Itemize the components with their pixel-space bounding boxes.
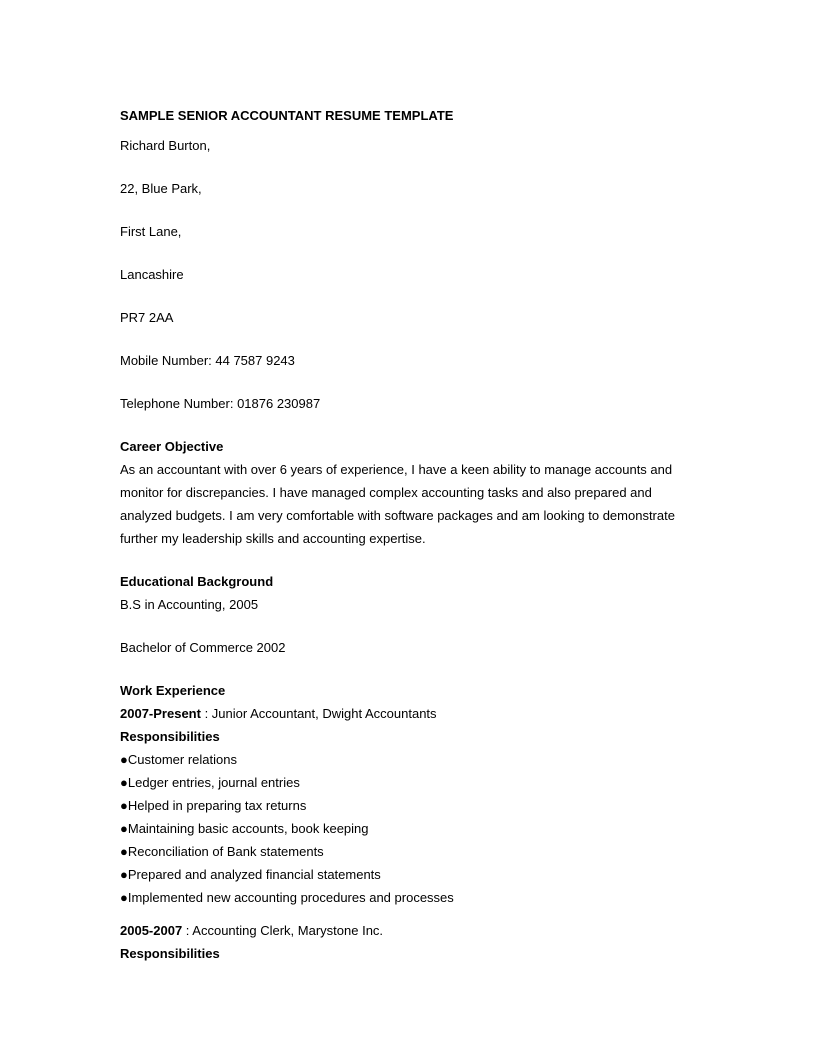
address-line-lane: First Lane, (120, 224, 182, 239)
career-line: monitor for discrepancies. I have managed complex accounting tasks and also prepared and (120, 485, 652, 500)
list-item (120, 771, 700, 794)
responsibilities-heading: Responsibilities (120, 946, 220, 961)
mobile-number: Mobile Number: 44 7587 9243 (120, 353, 295, 368)
job-detail: : Accounting Clerk, Marystone Inc. (182, 923, 384, 938)
education-heading: Educational Background (120, 574, 274, 589)
list-item (120, 863, 700, 886)
responsibilities-heading: Responsibilities (120, 729, 220, 744)
bullet-text: Implemented new accounting procedures and processes (127, 890, 454, 905)
work-experience-heading: Work Experience (120, 683, 226, 698)
bullet-icon: ● (120, 844, 128, 859)
bullet-text: Customer relations (127, 752, 237, 767)
bullet-text: Maintaining basic accounts, book keeping (127, 821, 369, 836)
list-item (120, 817, 700, 840)
career-objective-heading: Career Objective (120, 439, 224, 454)
document-title: SAMPLE SENIOR ACCOUNTANT RESUME TEMPLATE (120, 108, 454, 123)
job-entry-1 (120, 702, 700, 725)
education-item: Bachelor of Commerce 2002 (120, 640, 286, 655)
bullet-icon: ● (120, 798, 128, 813)
career-line: further my leadership skills and accounting expertise. (120, 531, 426, 546)
address-line-name: Richard Burton, (120, 138, 211, 153)
spacer (120, 909, 700, 919)
address-line-county: Lancashire (120, 267, 184, 282)
bullet-icon: ● (120, 752, 128, 767)
list-item (120, 794, 700, 817)
career-objective-text (120, 458, 700, 550)
list-item (120, 886, 700, 909)
education-item: B.S in Accounting, 2005 (120, 597, 259, 612)
list-item (120, 748, 700, 771)
job-period: 2005-2007 (120, 923, 183, 938)
bullet-text: Reconciliation of Bank statements (127, 844, 324, 859)
bullet-text: Prepared and analyzed financial statements (127, 867, 381, 882)
job-period: 2007-Present (120, 706, 201, 721)
job-detail: : Junior Accountant, Dwight Accountants (200, 706, 437, 721)
address-line-street: 22, Blue Park, (120, 181, 202, 196)
bullet-icon: ● (120, 867, 128, 882)
bullet-icon: ● (120, 775, 128, 790)
resume-page (120, 106, 700, 965)
list-item (120, 840, 700, 863)
address-line-postcode: PR7 2AA (120, 310, 174, 325)
career-line: analyzed budgets. I am very comfortable with software packages and am looking to demonstrate (120, 508, 675, 523)
job-entry-2 (120, 919, 700, 942)
bullet-icon: ● (120, 890, 128, 905)
telephone-number: Telephone Number: 01876 230987 (120, 396, 321, 411)
bullet-text: Ledger entries, journal entries (127, 775, 300, 790)
career-line: As an accountant with over 6 years of experience, I have a keen ability to manage accounts and (120, 462, 673, 477)
bullet-text: Helped in preparing tax returns (127, 798, 307, 813)
bullet-icon: ● (120, 821, 128, 836)
